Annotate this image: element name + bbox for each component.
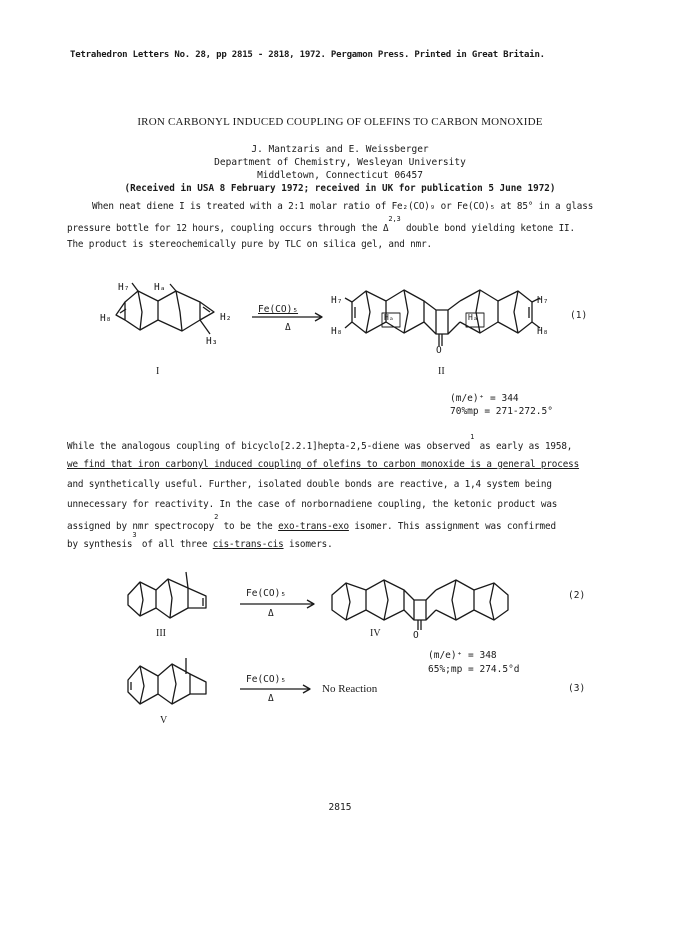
journal-header: Tetrahedron Letters No. 28, pp 2815 - 2818, 1972. Pergamon Press. Printed in Great Britain.: [70, 50, 545, 60]
compound-iii-structure: [128, 572, 206, 618]
label-h8-i: H₈: [100, 313, 112, 324]
compound-ii-structure: [345, 290, 540, 346]
reagent-1: Fe(CO)₅: [258, 304, 299, 315]
yield-mp-iv: 65%;mp = 274.5°d: [428, 664, 520, 675]
label-h7-ii-right: H₇: [537, 295, 549, 306]
para1-line3: The product is stereochemically pure by TLC on silica gel, and nmr.: [67, 239, 432, 250]
reagent-2: Fe(CO)₅: [246, 588, 287, 599]
label-compound-v: V: [160, 715, 168, 726]
label-compound-iv: IV: [370, 628, 381, 639]
compound-iv-structure: [332, 580, 508, 630]
label-h3-i: H₃: [206, 336, 218, 347]
equation-2-number: (2): [568, 590, 586, 601]
yield-mp-ii: 70%mp = 271-272.5°: [450, 406, 553, 417]
equation-1-number: (1): [570, 310, 588, 321]
para2-line2: we find that iron carbonyl induced coupling of olefins to carbon monoxide is a general process: [67, 459, 580, 470]
para2-line5: assigned by nmr spectrocopy$^2$ to be the exo-trans-exo isomer. This assignment was confirmed: [67, 513, 556, 533]
label-compound-iii: III: [156, 628, 166, 639]
department: Department of Chemistry, Wesleyan University: [214, 157, 466, 168]
para2-line3: and synthetically useful. Further, isolated double bonds are reactive, a 1,4 system being: [67, 479, 552, 490]
para2-line4: unnecessary for reactivity. In the case of norbornadiene coupling, the ketonic product was: [67, 499, 558, 510]
label-h8-ii-right: H₈: [537, 326, 549, 337]
carbonyl-o-ii: O: [436, 345, 442, 356]
para2-line1: While the analogous coupling of bicyclo[2.2.1]hepta-2,5-diene was observed$^1$ as early as 1958,: [67, 433, 573, 453]
carbonyl-o-iv: O: [413, 630, 419, 641]
no-reaction-label: No Reaction: [322, 683, 378, 695]
para1-line2: pressure bottle for 12 hours, coupling occurs through the Δ$^{2,3}$ double bond yielding ketone II.: [67, 215, 575, 235]
condition-3: Δ: [268, 693, 274, 704]
label-h7-i: H₇: [118, 282, 130, 293]
equation-3-number: (3): [568, 683, 586, 694]
authors: J. Mantzaris and E. Weissberger: [251, 144, 429, 155]
label-ha-ii-left: Hₐ: [384, 313, 394, 322]
page-number: 2815: [328, 802, 352, 813]
para1-line1: When neat diene I is treated with a 2:1 molar ratio of Fe₂(CO)₉ or Fe(CO)₅ at 85° in a glass: [92, 201, 594, 212]
condition-2: Δ: [268, 608, 274, 619]
label-h7-ii-left: H₇: [331, 295, 343, 306]
address: Middletown, Connecticut 06457: [257, 170, 423, 181]
reagent-3: Fe(CO)₅: [246, 674, 287, 685]
label-h2-i: H₂: [220, 312, 232, 323]
mass-spec-iv: (m/e)⁺ = 348: [428, 650, 497, 661]
label-compound-ii: II: [438, 366, 445, 377]
condition-1: Δ: [285, 322, 291, 333]
compound-v-structure: [128, 658, 206, 704]
paper-title: IRON CARBONYL INDUCED COUPLING OF OLEFINS TO CARBON MONOXIDE: [137, 116, 543, 128]
label-ha-i: Hₐ: [154, 282, 166, 293]
para2-line6: by synthesis$^3$ of all three cis-trans-cis isomers.: [67, 531, 333, 551]
label-h8-ii-left: H₈: [331, 326, 343, 337]
label-compound-i: I: [156, 366, 160, 377]
mass-spec-ii: (m/e)⁺ = 344: [450, 393, 519, 404]
received-line: (Received in USA 8 February 1972; received in UK for publication 5 June 1972): [124, 183, 556, 194]
label-ha-ii-right: Hₐ: [468, 313, 478, 322]
